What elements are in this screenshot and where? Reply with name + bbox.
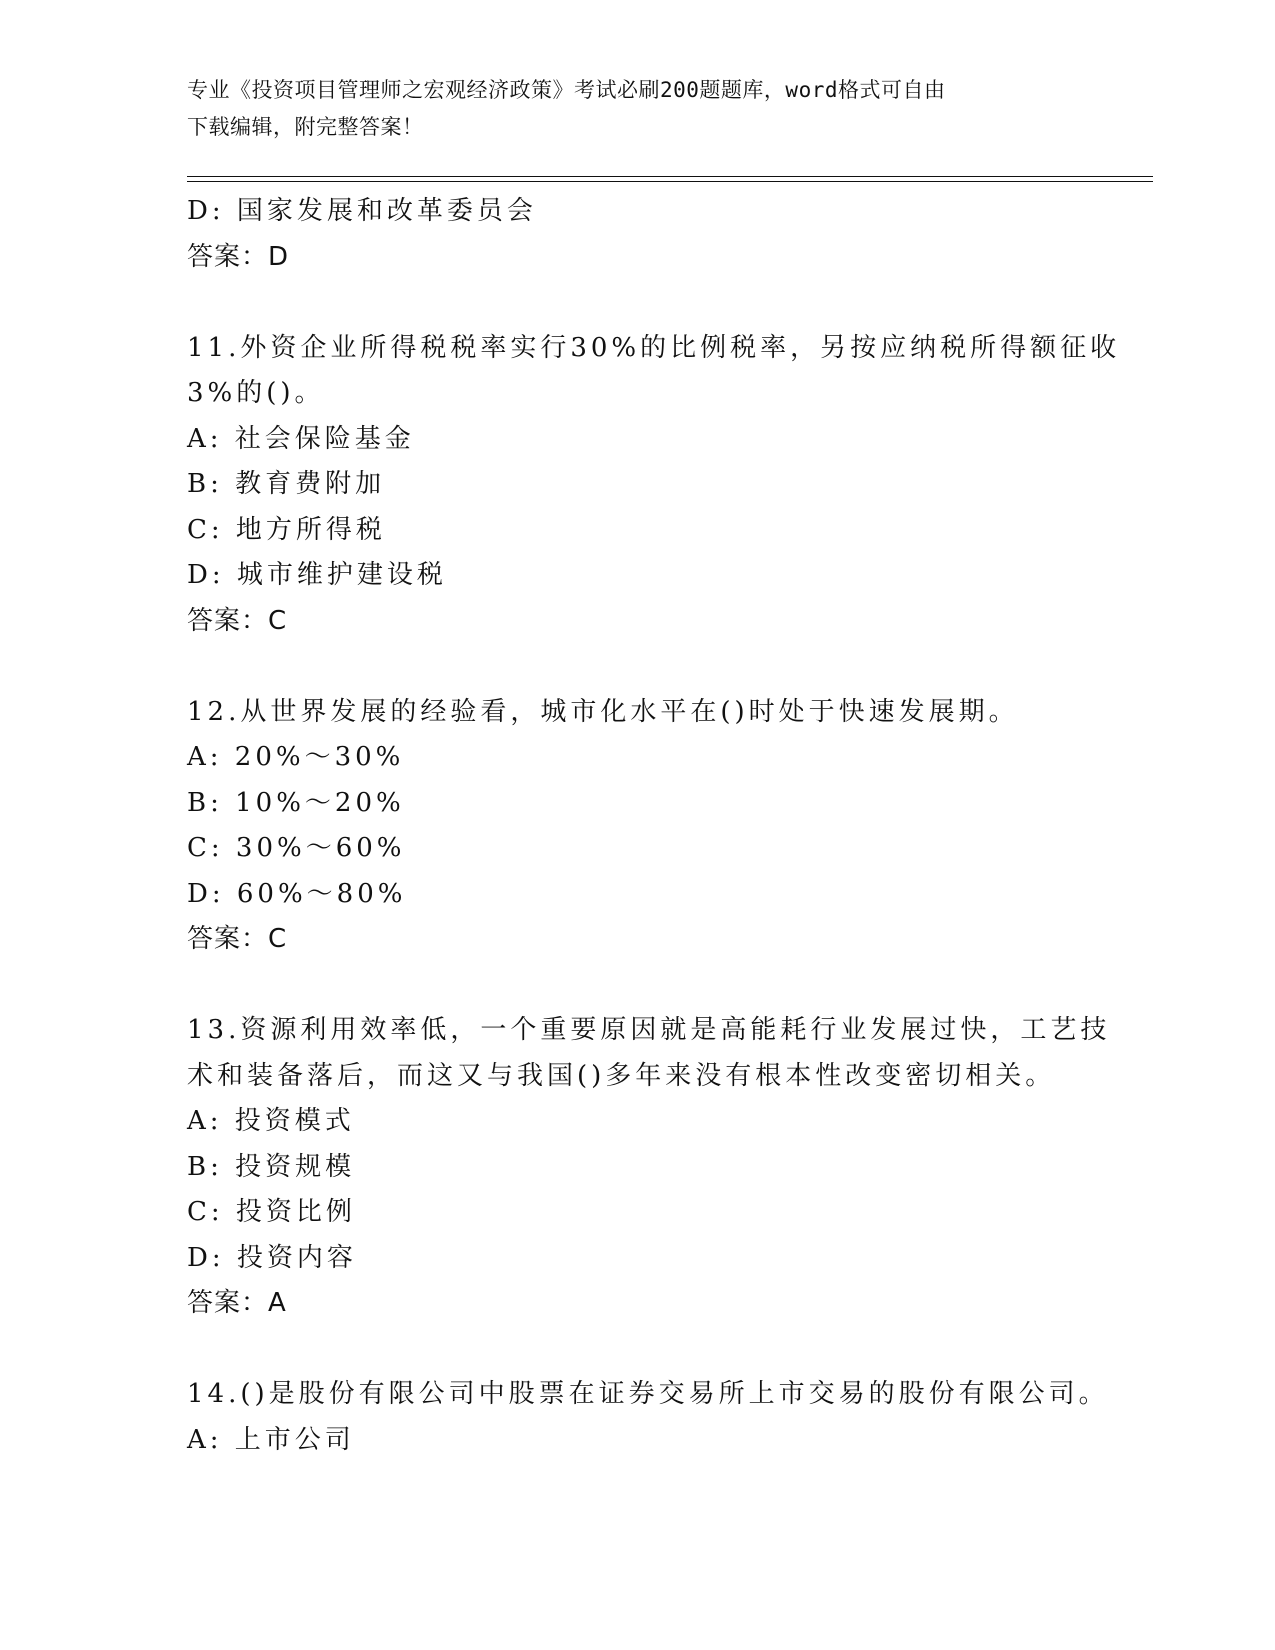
q12-answer: 答案：C xyxy=(187,924,288,954)
q13-stem-line-1: 13.资源利用效率低，一个重要原因就是高能耗行业发展过快，工艺技 xyxy=(187,1015,1111,1045)
q14-stem-line-1: 14.()是股份有限公司中股票在证券交易所上市交易的股份有限公司。 xyxy=(187,1379,1109,1409)
q13-option-c: C: 投资比例 xyxy=(187,1197,356,1227)
header-line-2: 下载编辑，附完整答案！ xyxy=(187,115,424,139)
prev-option-d: D: 国家发展和改革委员会 xyxy=(187,196,537,226)
q11-option-b: B: 教育费附加 xyxy=(187,469,386,499)
spacer xyxy=(187,1327,1087,1373)
q11-stem-line-2: 3%的()。 xyxy=(187,378,325,408)
q12-option-d: D: 60%～80% xyxy=(187,878,407,909)
q12-stem-line-1: 12.从世界发展的经验看，城市化水平在()时处于快速发展期。 xyxy=(187,696,1019,727)
q11-option-c: C: 地方所得税 xyxy=(187,514,386,545)
q13-option-d: D: 投资内容 xyxy=(187,1242,357,1273)
document-header xyxy=(187,72,1087,146)
q13-answer: 答案：A xyxy=(187,1288,287,1318)
spacer xyxy=(187,963,1087,1009)
q14-option-a: A: 上市公司 xyxy=(187,1424,355,1455)
prev-answer: 答案：D xyxy=(187,241,290,272)
q13-stem-line-2: 术和装备落后，而这又与我国()多年来没有根本性改变密切相关。 xyxy=(187,1060,1056,1091)
q11-option-d: D: 城市维护建设税 xyxy=(187,560,447,590)
header-divider-bottom xyxy=(187,181,1153,182)
header-line-1: 专业《投资项目管理师之宏观经济政策》考试必刷200题题库，word格式可自由 xyxy=(187,78,946,102)
q11-answer: 答案：C xyxy=(187,605,288,636)
spacer xyxy=(187,644,1087,690)
q13-option-b: B: 投资规模 xyxy=(187,1151,356,1182)
q12-option-c: C: 30%～60% xyxy=(187,833,406,863)
spacer xyxy=(187,280,1087,326)
q13-option-a: A: 投资模式 xyxy=(187,1106,355,1136)
q11-option-a: A: 社会保险基金 xyxy=(187,423,415,454)
q12-option-a: A: 20%～30% xyxy=(187,742,405,772)
q12-option-b: B: 10%～20% xyxy=(187,787,405,818)
q11-stem-line-1: 11.外资企业所得税税率实行30%的比例税率，另按应纳税所得额征收 xyxy=(187,332,1121,363)
header-divider-top xyxy=(187,176,1153,177)
question-content xyxy=(187,189,1121,1463)
